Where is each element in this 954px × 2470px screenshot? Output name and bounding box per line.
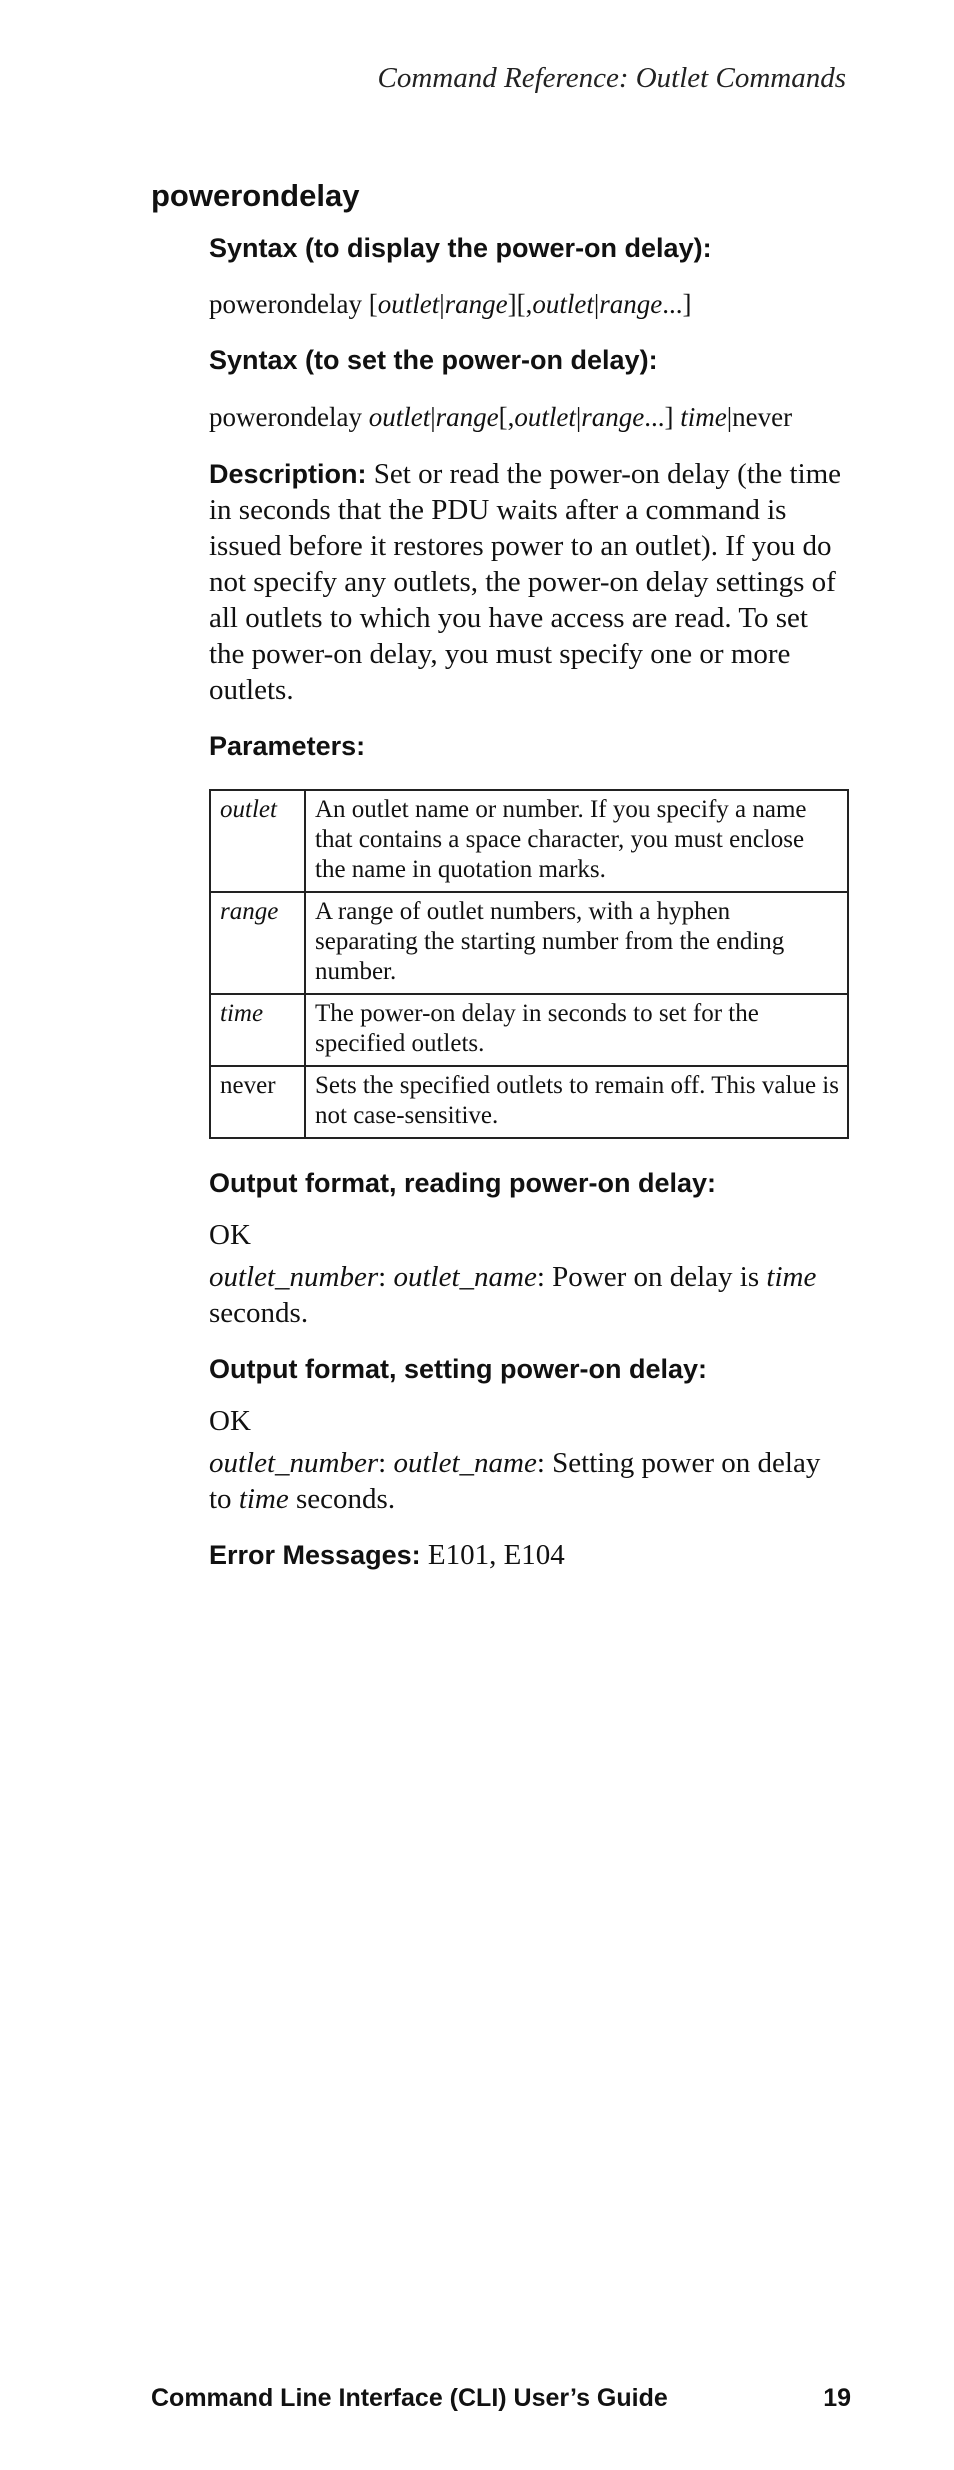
parameter-row [210, 892, 848, 994]
parameter-name: never [210, 1066, 305, 1138]
output-param: outlet_name [393, 1261, 537, 1294]
syntax-param: outlet [368, 401, 431, 432]
syntax-text: | [439, 289, 445, 320]
parameter-description: A range of outlet numbers, with a hyphen separating the starting number from the ending number. [305, 892, 848, 994]
output-read-format [209, 1259, 849, 1331]
output-text: : [378, 1261, 394, 1294]
syntax-command: powerondelay [209, 289, 362, 320]
parameter-row [210, 790, 848, 892]
syntax-text: [, [498, 401, 515, 432]
section-title: powerondelay [151, 178, 360, 213]
syntax-param: outlet [514, 401, 576, 432]
syntax-set-heading: Syntax (to set the power-on delay): [209, 345, 658, 376]
output-set-ok: OK [209, 1405, 251, 1438]
description-label: Description: [209, 459, 367, 490]
parameter-description: An outlet name or number. If you specify a name that contains a space character, you must enclose the name in quotation marks. [305, 790, 848, 892]
syntax-display-heading: Syntax (to display the power-on delay): [209, 233, 712, 263]
output-set-heading: Output format, setting power-on delay: [209, 1354, 707, 1385]
syntax-param: range [599, 289, 663, 320]
syntax-keyword: never [732, 401, 793, 432]
syntax-text: | [575, 401, 582, 432]
syntax-text: | [726, 401, 733, 432]
error-messages [209, 1537, 849, 1573]
syntax-text: ...] [662, 289, 692, 320]
output-text: : Setting power on delay to [209, 1447, 821, 1516]
syntax-param: outlet [377, 289, 440, 320]
parameter-name: outlet [210, 790, 305, 892]
parameters-heading: Parameters: [209, 731, 366, 762]
syntax-param: outlet [532, 289, 594, 320]
output-text: seconds. [288, 1483, 396, 1516]
syntax-param: time [680, 401, 727, 432]
output-param: outlet_number [209, 1261, 379, 1294]
section-content [209, 232, 849, 1573]
syntax-text: [ [361, 289, 378, 320]
syntax-param: range [435, 401, 499, 432]
description-text: Set or read the power-on delay (the time in seconds that the PDU waits after a command is issued before it restores power to an outlet). If you do not specify any outlets, the power-on delay settings of all outlets to which you have access are read. To set the power-on delay, you must specify one or more outlets. [209, 458, 842, 707]
syntax-text: ][, [507, 289, 533, 320]
output-param: time [238, 1483, 289, 1516]
parameter-row [210, 1066, 848, 1138]
running-header: Command Reference: Outlet Commands [377, 62, 846, 94]
parameter-description: Sets the specified outlets to remain off. This value is not case-sensitive. [305, 1066, 848, 1138]
syntax-param: range [444, 289, 508, 320]
syntax-command: powerondelay [209, 401, 369, 432]
output-set-format [209, 1445, 849, 1517]
syntax-set-line [209, 401, 849, 435]
page-number: 19 [823, 2384, 851, 2412]
parameter-row [210, 994, 848, 1066]
error-messages-codes: E101, E104 [420, 1539, 565, 1572]
syntax-param: range [581, 401, 645, 432]
output-param: outlet_number [209, 1447, 379, 1480]
syntax-text: | [430, 401, 436, 432]
output-read-ok: OK [209, 1219, 251, 1252]
parameter-name: range [210, 892, 305, 994]
output-param: time [766, 1261, 817, 1294]
syntax-text: | [593, 289, 600, 320]
output-read-heading: Output format, reading power-on delay: [209, 1167, 717, 1198]
page-footer [151, 2384, 851, 2413]
syntax-text: ...] [644, 401, 681, 432]
output-text: : Power on delay is [536, 1261, 767, 1294]
output-text: seconds. [209, 1297, 309, 1330]
parameter-description: The power-on delay in seconds to set for the specified outlets. [305, 994, 848, 1066]
footer-guide-title: Command Line Interface (CLI) User’s Guide [151, 2384, 668, 2412]
description-paragraph [209, 456, 849, 708]
syntax-display-line [209, 288, 849, 322]
parameters-table [209, 789, 849, 1139]
parameter-name: time [210, 994, 305, 1066]
error-messages-label: Error Messages: [209, 1540, 421, 1571]
output-param: outlet_name [393, 1447, 537, 1480]
output-text: : [378, 1447, 394, 1480]
